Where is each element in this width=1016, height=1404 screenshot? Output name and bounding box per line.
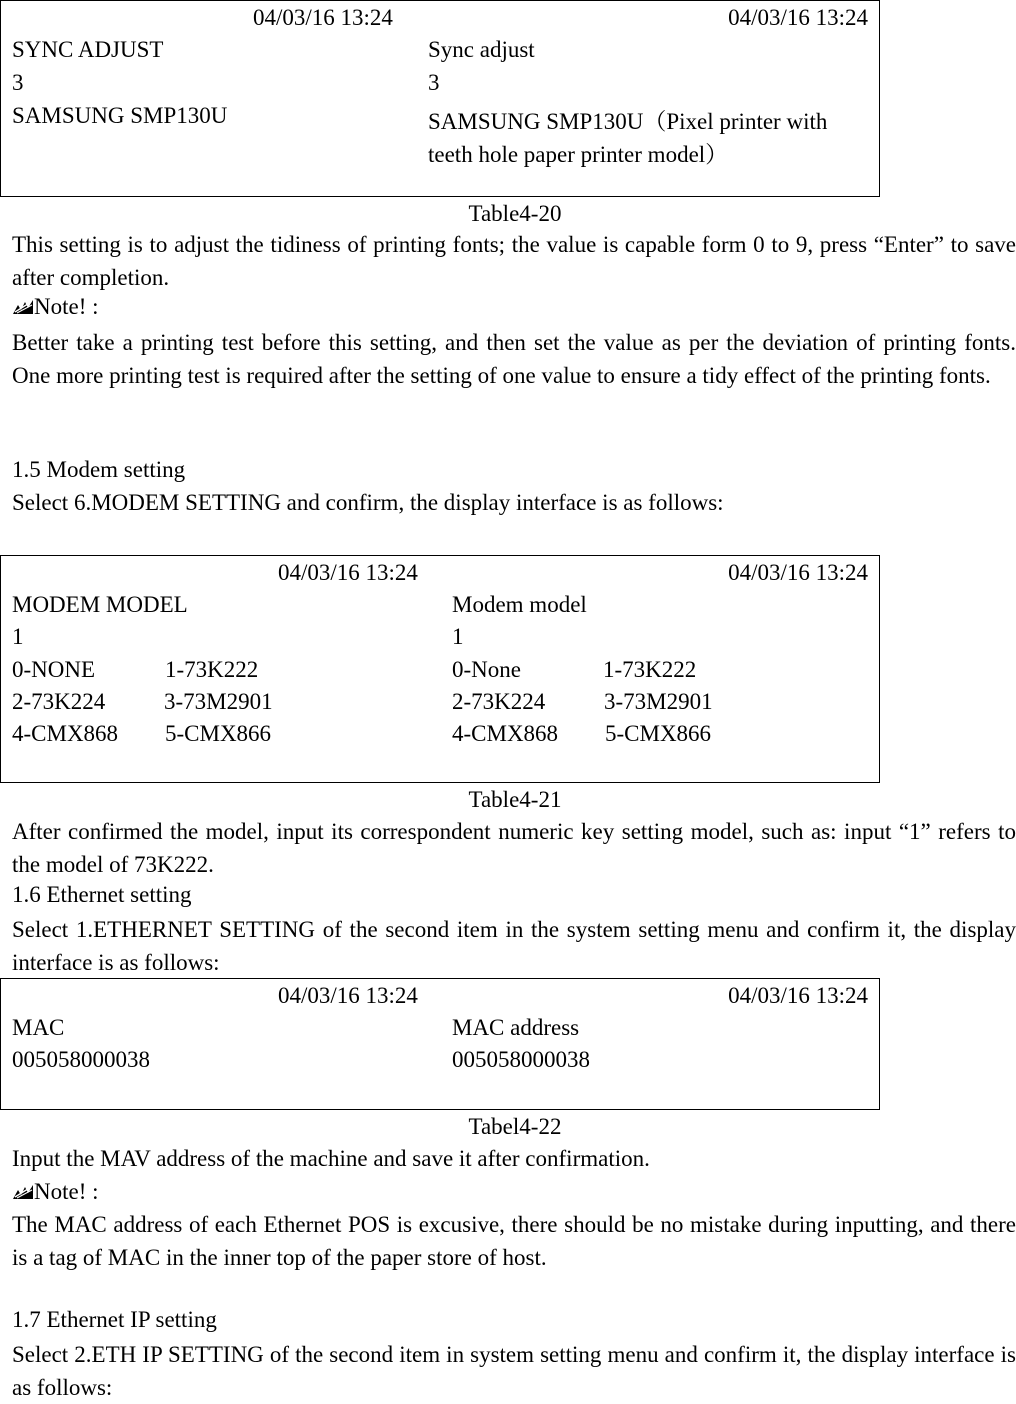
note-2 (12, 1179, 99, 1205)
t20-right-line3b: teeth hole paper printer model） (428, 142, 729, 167)
t21-left-title: MODEM MODEL (12, 592, 188, 617)
section-1-5-intro: Select 6.MODEM SETTING and confirm, the display interface is as follows: (12, 490, 724, 515)
section-1-5-heading: 1.5 Modem setting (12, 457, 186, 482)
t21-right-option: 5-CMX866 (605, 721, 712, 746)
t21-left-value: 1 (12, 624, 24, 649)
t20-left-line1: SYNC ADJUST (12, 37, 164, 62)
t20-right-datetime: 04/03/16 13:24 (728, 5, 868, 30)
t21-right-title: Modem model (452, 592, 587, 617)
t22-right-title: MAC address (452, 1015, 580, 1040)
note-1 (12, 294, 99, 320)
t20-left-datetime: 04/03/16 13:24 (253, 5, 393, 30)
note-1-label: Note! : (34, 294, 99, 319)
table-4-21 (0, 555, 880, 783)
t21-left-option: 0-NONE (12, 657, 96, 682)
section-1-7-intro: Select 2.ETH IP SETTING of the second item in system setting menu and confirm it, the display interface is as follows: (12, 1342, 1016, 1400)
t21-right-option: 3-73M2901 (604, 689, 713, 714)
t22-left-value: 005058000038 (12, 1047, 150, 1072)
section-1-7-heading: 1.7 Ethernet IP setting (12, 1307, 217, 1332)
t20-right-line3a: SAMSUNG SMP130U（Pixel printer with (428, 109, 828, 134)
note-1-text: Better take a printing test before this setting, and then set the value as per the deviation of printing fonts. One more printing test is required after the setting of one value to ensure a tidy effect of the printing fonts. (12, 330, 1016, 388)
t22-left-datetime: 04/03/16 13:24 (278, 983, 418, 1008)
t21-left-datetime: 04/03/16 13:24 (278, 560, 418, 585)
section-1-6-heading: 1.6 Ethernet setting (12, 882, 192, 907)
modem-description: After confirmed the model, input its correspondent numeric key setting model, such as: input “1” refers to the model of 73K222. (12, 819, 1016, 877)
t20-right-line2: 3 (428, 70, 440, 95)
t20-right-line1: Sync adjust (428, 37, 535, 62)
t21-left-option: 1-73K222 (165, 657, 259, 682)
t21-right-option: 1-73K222 (603, 657, 697, 682)
table-caption-4-20: Table4-20 (468, 201, 562, 226)
sync-description: This setting is to adjust the tidiness of printing fonts; the value is capable form 0 to 9, press “Enter” to save after completion. (12, 232, 1016, 290)
t21-right-datetime: 04/03/16 13:24 (728, 560, 868, 585)
t20-left-line2: 3 (12, 70, 24, 95)
t22-right-value: 005058000038 (452, 1047, 590, 1072)
pencil-note-icon (12, 1184, 34, 1200)
t21-right-option: 0-None (452, 657, 521, 682)
t20-left-line3: SAMSUNG SMP130U (12, 103, 228, 128)
t21-left-option: 5-CMX866 (165, 721, 272, 746)
t21-right-option: 4-CMX868 (452, 721, 559, 746)
t22-right-datetime: 04/03/16 13:24 (728, 983, 868, 1008)
t21-left-option: 2-73K224 (12, 689, 106, 714)
t22-left-title: MAC (12, 1015, 65, 1040)
t21-right-value: 1 (452, 624, 464, 649)
t21-right-option: 2-73K224 (452, 689, 546, 714)
section-1-6-intro: Select 1.ETHERNET SETTING of the second item in the system setting menu and confirm it, the display interface is as follows: (12, 917, 1016, 975)
table-caption-4-22: Tabel4-22 (468, 1114, 562, 1139)
note-2-text: The MAC address of each Ethernet POS is excusive, there should be no mistake during inputting, and there is a tag of MAC in the inner top of the paper store of host. (12, 1212, 1016, 1270)
table-caption-4-21: Table4-21 (468, 787, 562, 812)
pencil-note-icon (12, 299, 34, 315)
note-2-label: Note! : (34, 1179, 99, 1204)
t21-left-option: 3-73M2901 (164, 689, 273, 714)
mac-description: Input the MAV address of the machine and save it after confirmation. (12, 1146, 650, 1171)
t21-left-option: 4-CMX868 (12, 721, 119, 746)
